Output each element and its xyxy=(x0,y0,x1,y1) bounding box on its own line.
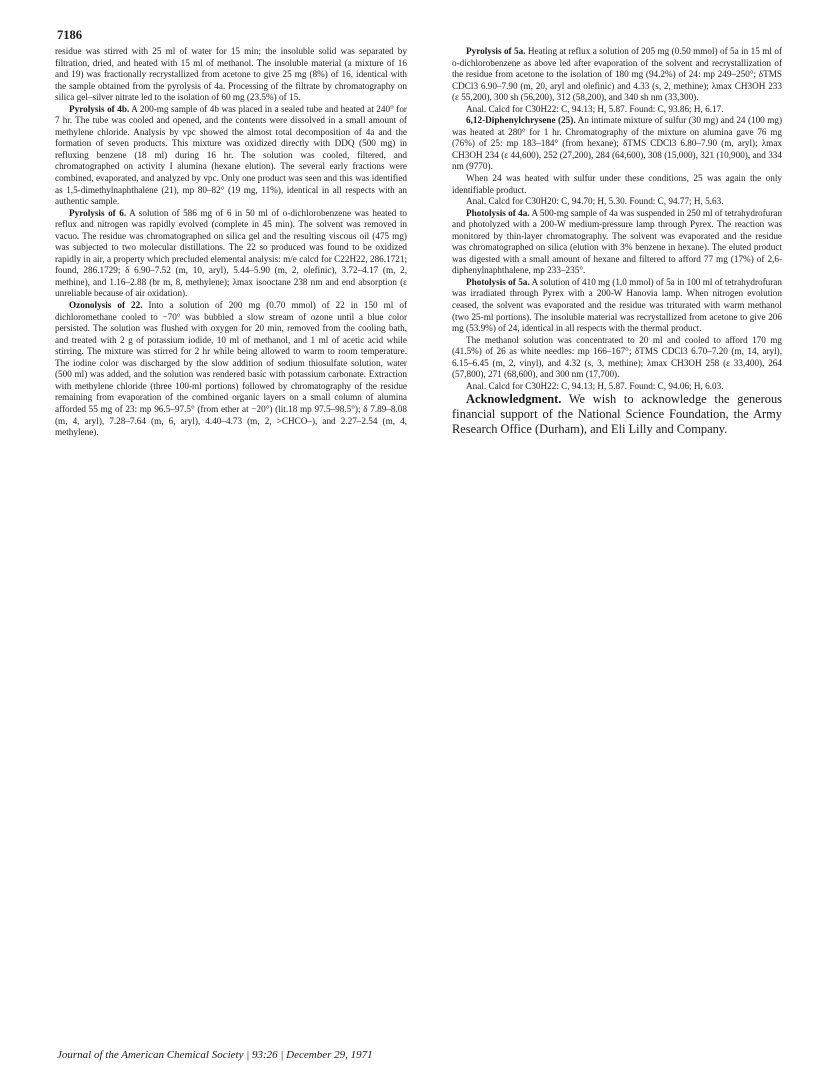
paragraph xyxy=(55,208,407,300)
paragraph-text: When 24 was heated with sulfur under these conditions, 25 was again the only identifiable product. xyxy=(452,173,782,195)
paragraph xyxy=(452,208,782,277)
paragraph xyxy=(55,300,407,439)
left-column xyxy=(55,46,407,439)
paragraph-text: A 200-mg sample of 4b was placed in a sealed tube and heated at 240° for 7 hr. The tube was cooled and opened, and the contents were dissolved in a small amount of methylene chloride. Analysis by vpc showed the almost total decomposition of 4a and the formation of seven products. This mixture was oxidized directly with DDQ (500 mg) in refluxing benzene (18 ml) during 16 hr. The solution was cooled, filtered, and chromatographed on activity I alumina (hexane elution). The several early fractions were combined, evaporated, and analyzed by vpc. Only one product was seen and this was identified as 1,5-dimethylnaphthalene (21), mp 80–82° (19 mg, 11%), identical in all respects with an authentic sample. xyxy=(55,103,407,207)
paragraph-heading: Photolysis of 4a. xyxy=(466,207,530,218)
acknowledgment xyxy=(452,392,782,437)
acknowledgment-heading: Acknowledgment. xyxy=(466,392,562,407)
paragraph xyxy=(452,115,782,173)
paragraph xyxy=(452,46,782,104)
paragraph xyxy=(452,173,782,196)
paragraph-text: A 500-mg sample of 4a was suspended in 250 ml of tetrahydrofuran and photolyzed with a 200-W medium-pressure lamp through Pyrex. The reaction was monitored by thin-layer chromatography. The solvent was evaporated and the residue was chromatographed on silica (elution with 3% benzene in hexane). The eluted product was digested with a small amount of hexane and filtered to afford 77 mg (17%) of 2,6-diphenylnaphthalene, mp 233–235°. xyxy=(452,207,783,276)
right-column xyxy=(452,46,782,437)
paragraph xyxy=(55,46,407,104)
paragraph xyxy=(452,277,782,335)
paragraph-text: Anal. Calcd for C30H22: C, 94.13; H, 5.87. Found: C, 93.86; H, 6.17. xyxy=(466,103,724,114)
paragraph-heading: Ozonolysis of 22. xyxy=(69,300,143,311)
paragraph-text: Anal. Calcd for C30H22: C, 94.13; H, 5.87. Found: C, 94.06; H, 6.03. xyxy=(466,380,724,391)
paragraph-heading: Pyrolysis of 5a. xyxy=(466,46,526,56)
paragraph-heading: 6,12-Diphenylchrysene (25). xyxy=(466,115,576,126)
paragraph xyxy=(452,196,782,208)
paragraph xyxy=(452,335,782,381)
paragraph-heading: Pyrolysis of 6. xyxy=(69,207,127,218)
paragraph-heading: Pyrolysis of 4b. xyxy=(69,103,130,114)
paragraph-heading: Photolysis of 5a. xyxy=(466,276,530,287)
paragraph xyxy=(55,104,407,208)
paragraph-text: A solution of 410 mg (1.0 mmol) of 5a in 100 ml of tetrahydrofuran was irradiated through Pyrex with a 200-W Hanovia lamp. When nitrogen evolution ceased, the solvent was evaporated and the residue was triturated with warm methanol (two 25-ml portions). The insoluble material was recrystallized from acetone to give 206 mg (53.9%) of 24, identical in all respects with the thermal product. xyxy=(452,276,782,334)
paragraph-text: Heating at reflux a solution of 205 mg (0.50 mmol) of 5a in 15 ml of o-dichlorobenzene as above led after evaporation of the solvent and recrystallization of the residue from acetone to the isolation of 180 mg (94.2%) of 24: mp 249–250°; δTMS CDCl3 6.90–7.90 (m, 20, aryl and olefinic) and 4.33 (s, 2, methine); λmax CH3OH 233 (ε 55,200), 300 sh (56,200), 312 (58,200), and 340 sh nm (33,300). xyxy=(452,46,783,103)
paragraph-text: An intimate mixture of sulfur (30 mg) and 24 (100 mg) was heated at 280° for 1 hr. Chromatography of the mixture on alumina gave 76 mg (76%) of 25: mp 183–184° (from hexane); δTMS CDCl3 6.80–7.90 (m, aryl); λmax CH3OH 234 (ε 44,600), 252 (27,200), 284 (64,600), 308 (15,000), 321 (10,900), and 334 nm (9770). xyxy=(452,115,783,172)
paragraph xyxy=(452,104,782,116)
page-number: 7186 xyxy=(57,28,82,42)
paragraph-text: Anal. Calcd for C30H20: C, 94.70; H, 5.30. Found: C, 94.77; H, 5.63. xyxy=(466,196,724,207)
paragraph-text: residue was stirred with 25 ml of water for 15 min; the insoluble solid was separated by filtration, dried, and heated with 15 ml of methanol. The insoluble material (a mixture of 16 and 19) was fractionally recrystallized from acetone to give 25 mg (8%) of 16, identical with the sample obtained from the pyrolysis of 4a. Processing of the filtrate by chromatography on silica gel–silver nitrate led to the isolation of 60 mg (23.5%) of 15. xyxy=(55,46,407,103)
journal-footer: Journal of the American Chemical Society | 93:26 | December 29, 1971 xyxy=(57,1049,373,1061)
acknowledgment-text: We wish to acknowledge the generous financial support of the National Science Foundation, the Army Research Office (Durham), and Eli Lilly and Company. xyxy=(452,392,783,437)
paragraph-text: A solution of 586 mg of 6 in 50 ml of o-dichlorobenzene was heated to reflux and nitrogen was rapidly evolved (complete in 45 min). The solvent was removed in vacuo. The residue was chromatographed on silica gel and the resulting viscous oil (475 mg) was subjected to two molecular distillations. The 22 so produced was found to be oxidized rapidly in air, a property which precluded elemental analysis: m/e calcd for C22H22, 286.1721; found, 286.1729; δ 6.90–7.52 (m, 10, aryl), 5.44–5.90 (m, 2, olefinic), 3.72–4.17 (m, 2, methine), and 1.16–2.88 (br m, 8, methylene); λmax isooctane 238 nm and end absorption (ε unreliable because of air oxidation). xyxy=(55,207,407,299)
paragraph xyxy=(452,381,782,393)
paragraph-text: The methanol solution was concentrated to 20 ml and cooled to afford 170 mg (41.5%) of 26 as white needles: mp 166–167°; δTMS CDCl3 6.70–7.20 (m, 14, aryl), 6.15–6.45 (m, 2, vinyl), and 4.32 (s, 3, methine); λmax CH3OH 258 (ε 33,400), 264 (57,800), 271 (68,600), and 300 nm (17,700). xyxy=(452,334,782,380)
paragraph-text: Into a solution of 200 mg (0.70 mmol) of 22 in 150 ml of dichloromethane cooled to −70° was bubbled a slow stream of ozone until a blue color persisted. The solution was flushed with oxygen for 20 min, removed from the cooling bath, and treated with 2 g of potassium iodide, 10 ml of methanol, and 1 ml of acetic acid while stirring. The mixture was stirred for 2 hr while being allowed to warm to room temperature. The iodine color was discharged by the slow addition of sodium thiosulfate solution, water (500 ml) was added, and the solution was rendered basic with potassium carbonate. Extraction with methylene chloride (three 100-ml portions) followed by chromatography of the residue remaining from evaporation of the combined organic layers on a small column of alumina afforded 55 mg of 23: mp 96.5–97.5° (from ether at −20°) (lit.18 mp 97.5–98.5°); δ 7.89–8.08 (m, 4, aryl), 7.28–7.64 (m, 6, aryl), 4.40–4.73 (m, 2, >CHCO–), and 2.27–2.54 (m, 4, methylene). xyxy=(55,300,408,438)
